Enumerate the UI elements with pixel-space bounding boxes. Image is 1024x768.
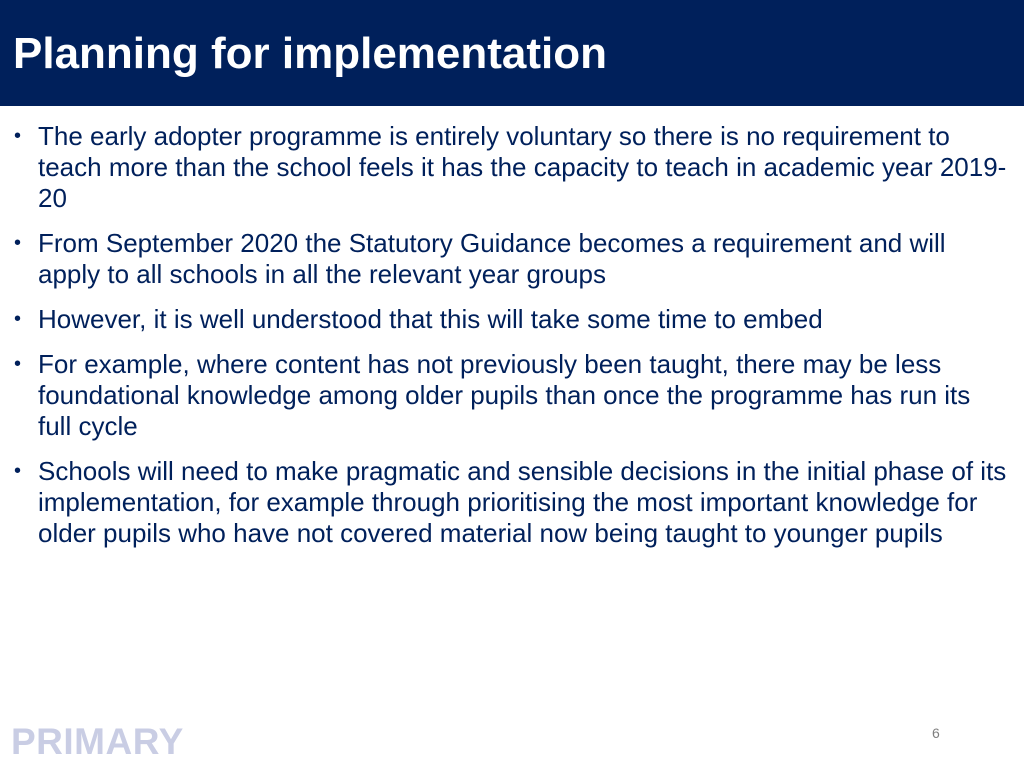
bullet-glyph: • [14,308,22,330]
bullet-glyph: • [14,353,22,375]
slide-title: Planning for implementation [13,29,608,78]
bullet-list [14,121,1009,563]
bullet-text: However, it is well understood that this will take some time to embed [38,304,823,334]
bullet-glyph: • [14,125,22,147]
bullet-text: The early adopter programme is entirely voluntary so there is no requirement to teach more than the school feels it has the capacity to teach in academic year 2019-20 [38,121,1007,213]
bullet-glyph: • [14,460,22,482]
bullet-text: Schools will need to make pragmatic and sensible decisions in the initial phase of its implementation, for example through prioritising the most important knowledge for older pupils who have not covered material now being taught to younger pupils [38,456,1007,548]
bullet-item [14,456,1009,549]
bullet-item [14,349,1009,442]
bullet-item [14,121,1009,214]
bullet-item [14,304,1009,335]
bullet-glyph: • [14,232,22,254]
footer-label-primary: PRIMARY [11,721,184,762]
title-bar [0,0,1024,106]
bullet-item [14,228,1009,290]
bullet-text: From September 2020 the Statutory Guidance becomes a requirement and will apply to all schools in all the relevant year groups [38,228,946,289]
bullet-text: For example, where content has not previously been taught, there may be less foundational knowledge among older pupils than once the programme has run its full cycle [38,349,971,441]
page-number: 6 [932,725,940,741]
